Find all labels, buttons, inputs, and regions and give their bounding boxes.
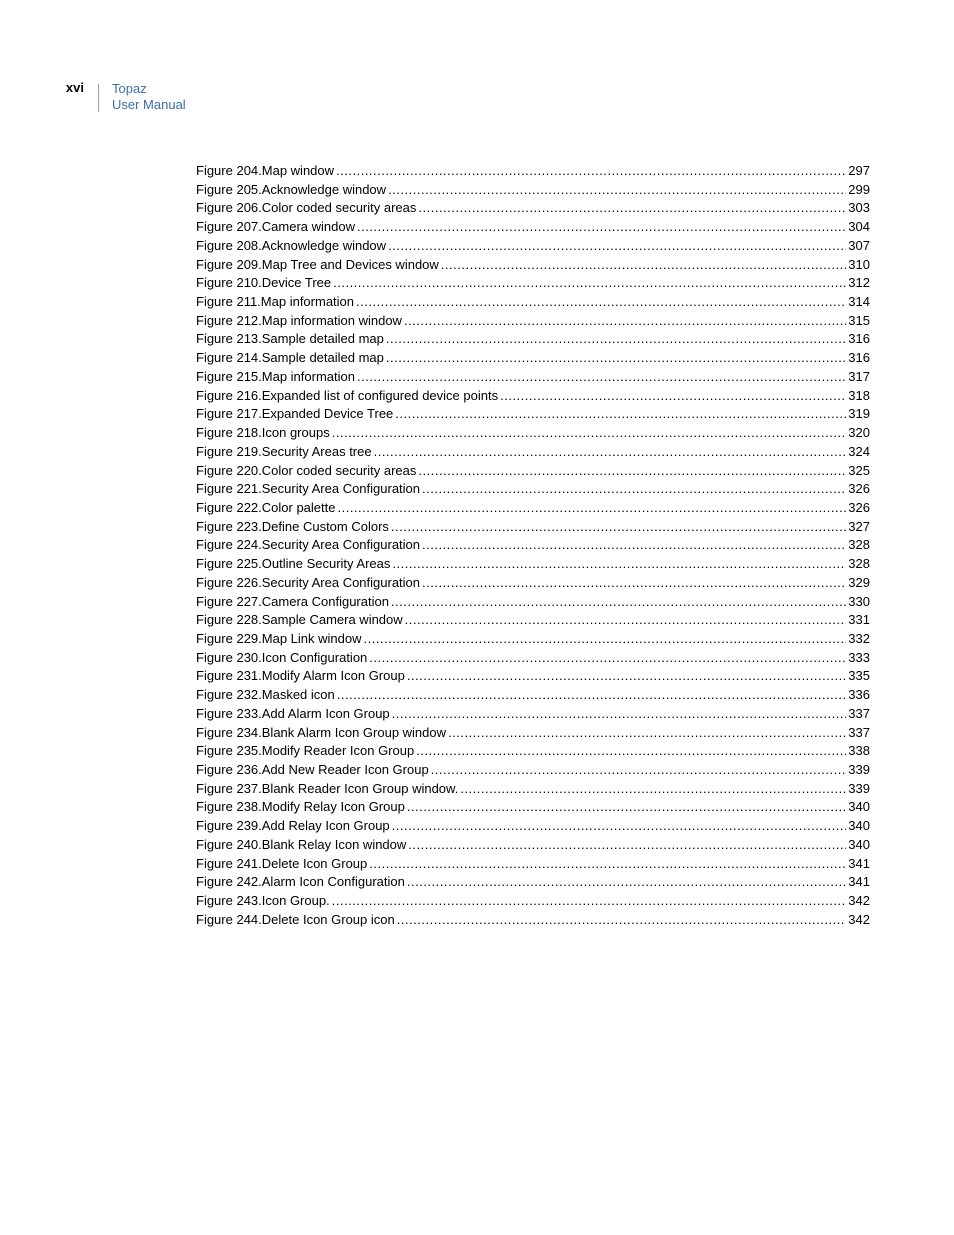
toc-leader-dots <box>408 837 846 852</box>
toc-entry[interactable] <box>196 594 870 613</box>
toc-leader-dots <box>460 781 846 796</box>
toc-entry[interactable] <box>196 912 870 931</box>
toc-entry-page: 318 <box>848 387 870 403</box>
toc-entry-page: 328 <box>848 537 870 553</box>
toc-entry-page: 336 <box>848 687 870 703</box>
toc-entry-label: Figure 233.Add Alarm Icon Group <box>196 705 390 721</box>
toc-leader-dots <box>422 575 846 590</box>
toc-entry-page: 335 <box>848 668 870 684</box>
toc-entry-page: 342 <box>848 893 870 909</box>
toc-entry[interactable] <box>196 725 870 744</box>
toc-entry[interactable] <box>196 481 870 500</box>
toc-leader-dots <box>386 350 846 365</box>
toc-entry-label: Figure 211.Map information <box>196 294 355 310</box>
toc-entry-label: Figure 232.Masked icon <box>196 687 335 703</box>
toc-entry-label: Figure 241.Delete Icon Group <box>196 855 368 871</box>
toc-leader-dots <box>392 818 847 833</box>
toc-entry-label: Figure 209.Map Tree and Devices window <box>196 256 439 272</box>
toc-entry[interactable] <box>196 612 870 631</box>
toc-entry[interactable] <box>196 257 870 276</box>
toc-entry-page: 297 <box>848 163 870 178</box>
toc-leader-dots <box>369 650 846 665</box>
page-number: xvi <box>65 80 84 95</box>
toc-leader-dots <box>357 219 846 234</box>
toc-leader-dots <box>392 706 847 721</box>
toc-entry-page: 339 <box>848 780 870 796</box>
toc-entry-label: Figure 243.Icon Group. <box>196 893 330 909</box>
toc-entry-page: 316 <box>848 350 870 366</box>
toc-entry-label: Figure 207.Camera window <box>196 219 355 235</box>
toc-leader-dots <box>357 369 846 384</box>
toc-entry-label: Figure 215.Map information <box>196 368 355 384</box>
toc-leader-dots <box>448 725 846 740</box>
toc-entry-label: Figure 228.Sample Camera window <box>196 612 403 628</box>
toc-entry-label: Figure 237.Blank Reader Icon Group window. <box>196 780 459 796</box>
toc-entry[interactable] <box>196 575 870 594</box>
toc-entry[interactable] <box>196 388 870 407</box>
toc-entry[interactable] <box>196 200 870 219</box>
toc-entry-label: Figure 235.Modify Reader Icon Group <box>196 743 415 759</box>
toc-entry-label: Figure 231.Modify Alarm Icon Group <box>196 668 405 684</box>
toc-entry-page: 303 <box>848 200 870 216</box>
toc-entry-page: 340 <box>848 799 870 815</box>
toc-entry-page: 333 <box>848 649 870 665</box>
toc-entry-page: 337 <box>848 705 870 721</box>
toc-leader-dots <box>337 687 847 702</box>
toc-entry[interactable] <box>196 706 870 725</box>
toc-leader-dots <box>388 182 846 197</box>
toc-entry[interactable] <box>196 762 870 781</box>
list-of-figures <box>196 163 870 930</box>
toc-entry[interactable] <box>196 818 870 837</box>
toc-leader-dots <box>500 388 846 403</box>
toc-leader-dots <box>422 481 846 496</box>
toc-leader-dots <box>392 556 846 571</box>
toc-entry-page: 316 <box>848 331 870 347</box>
toc-entry-page: 341 <box>848 874 870 890</box>
toc-entry-label: Figure 242.Alarm Icon Configuration <box>196 874 405 890</box>
toc-entry[interactable] <box>196 275 870 294</box>
toc-leader-dots <box>336 163 846 178</box>
toc-entry-page: 307 <box>848 237 870 253</box>
toc-entry[interactable] <box>196 556 870 575</box>
toc-entry-label: Figure 238.Modify Relay Icon Group <box>196 799 405 815</box>
toc-entry-page: 325 <box>848 462 870 478</box>
toc-entry-label: Figure 219.Security Areas tree <box>196 443 372 459</box>
toc-entry-label: Figure 220.Color coded security areas <box>196 462 417 478</box>
toc-entry[interactable] <box>196 294 870 313</box>
toc-entry-label: Figure 213.Sample detailed map <box>196 331 384 347</box>
toc-leader-dots <box>391 594 846 609</box>
toc-entry-page: 340 <box>848 818 870 834</box>
toc-entry[interactable] <box>196 781 870 800</box>
manual-name: User Manual <box>112 97 186 112</box>
toc-leader-dots <box>418 463 846 478</box>
product-name: Topaz <box>112 81 147 96</box>
page-header <box>0 0 954 130</box>
toc-entry[interactable] <box>196 182 870 201</box>
toc-entry[interactable] <box>196 837 870 856</box>
toc-leader-dots <box>407 874 846 889</box>
toc-leader-dots <box>407 799 846 814</box>
toc-leader-dots <box>388 238 846 253</box>
toc-entry[interactable] <box>196 313 870 332</box>
toc-leader-dots <box>369 856 846 871</box>
toc-entry-page: 341 <box>848 855 870 871</box>
toc-entry-label: Figure 218.Icon groups <box>196 425 330 441</box>
toc-entry-page: 329 <box>848 574 870 590</box>
toc-entry-page: 330 <box>848 593 870 609</box>
toc-leader-dots <box>405 612 847 627</box>
toc-leader-dots <box>441 257 847 272</box>
toc-entry-page: 324 <box>848 443 870 459</box>
toc-leader-dots <box>386 331 846 346</box>
toc-entry[interactable] <box>196 444 870 463</box>
toc-leader-dots <box>431 762 847 777</box>
toc-entry-page: 299 <box>848 181 870 197</box>
header-titles <box>112 81 186 113</box>
toc-leader-dots <box>395 406 846 421</box>
toc-entry[interactable] <box>196 799 870 818</box>
toc-entry-label: Figure 217.Expanded Device Tree <box>196 406 394 422</box>
toc-entry-page: 317 <box>848 368 870 384</box>
toc-entry-label: Figure 236.Add New Reader Icon Group <box>196 762 429 777</box>
toc-leader-dots <box>337 500 846 515</box>
toc-entry[interactable] <box>196 163 870 182</box>
toc-entry[interactable] <box>196 500 870 519</box>
header-divider <box>98 84 99 112</box>
toc-entry-label: Figure 234.Blank Alarm Icon Group window <box>196 724 447 740</box>
toc-entry[interactable] <box>196 219 870 238</box>
toc-entry-label: Figure 208.Acknowledge window <box>196 237 387 253</box>
toc-leader-dots <box>418 200 846 215</box>
toc-entry-label: Figure 204.Map window <box>196 163 335 178</box>
toc-entry-label: Figure 229.Map Link window <box>196 630 362 646</box>
toc-entry[interactable] <box>196 350 870 369</box>
toc-entry-label: Figure 225.Outline Security Areas <box>196 556 391 572</box>
toc-entry-page: 328 <box>848 556 870 572</box>
toc-entry-label: Figure 224.Security Area Configuration <box>196 537 421 553</box>
toc-entry[interactable] <box>196 650 870 669</box>
toc-leader-dots <box>407 668 846 683</box>
toc-entry-label: Figure 210.Device Tree <box>196 275 332 291</box>
toc-entry[interactable] <box>196 406 870 425</box>
toc-entry-page: 326 <box>848 499 870 515</box>
toc-entry[interactable] <box>196 519 870 538</box>
toc-leader-dots <box>363 631 846 646</box>
toc-entry-page: 320 <box>848 425 870 441</box>
toc-entry-page: 338 <box>848 743 870 759</box>
toc-leader-dots <box>374 444 847 459</box>
toc-entry-label: Figure 230.Icon Configuration <box>196 649 368 665</box>
toc-entry[interactable] <box>196 893 870 912</box>
toc-entry-page: 326 <box>848 481 870 497</box>
toc-entry[interactable] <box>196 874 870 893</box>
toc-entry-page: 337 <box>848 724 870 740</box>
toc-entry-label: Figure 227.Camera Configuration <box>196 593 389 609</box>
toc-entry-label: Figure 240.Blank Relay Icon window <box>196 836 407 852</box>
toc-entry-label: Figure 239.Add Relay Icon Group <box>196 818 390 834</box>
toc-leader-dots <box>356 294 846 309</box>
toc-leader-dots <box>333 275 846 290</box>
toc-entry[interactable] <box>196 668 870 687</box>
toc-leader-dots <box>404 313 846 328</box>
toc-entry-page: 310 <box>848 256 870 272</box>
toc-entry-label: Figure 244.Delete Icon Group icon <box>196 911 395 927</box>
toc-entry-page: 327 <box>848 518 870 534</box>
toc-entry-label: Figure 226.Security Area Configuration <box>196 574 421 590</box>
toc-entry[interactable] <box>196 369 870 388</box>
toc-entry-label: Figure 212.Map information window <box>196 312 402 328</box>
toc-entry[interactable] <box>196 425 870 444</box>
toc-entry-page: 340 <box>848 836 870 852</box>
toc-leader-dots <box>422 537 846 552</box>
toc-entry-label: Figure 222.Color palette <box>196 499 336 515</box>
toc-leader-dots <box>332 893 847 908</box>
toc-entry[interactable] <box>196 687 870 706</box>
toc-entry-label: Figure 206.Color coded security areas <box>196 200 417 216</box>
toc-entry-label: Figure 205.Acknowledge window <box>196 181 387 197</box>
toc-leader-dots <box>332 425 847 440</box>
toc-entry[interactable] <box>196 463 870 482</box>
toc-entry-label: Figure 221.Security Area Configuration <box>196 481 421 497</box>
toc-entry-page: 331 <box>848 612 870 628</box>
toc-entry-page: 314 <box>848 294 870 310</box>
toc-entry[interactable] <box>196 631 870 650</box>
toc-leader-dots <box>416 743 846 758</box>
toc-entry-page: 339 <box>848 762 870 777</box>
toc-entry-page: 319 <box>848 406 870 422</box>
toc-entry-page: 315 <box>848 312 870 328</box>
toc-leader-dots <box>397 912 847 927</box>
toc-entry[interactable] <box>196 238 870 257</box>
toc-entry-label: Figure 223.Define Custom Colors <box>196 518 389 534</box>
toc-entry[interactable] <box>196 856 870 875</box>
toc-leader-dots <box>391 519 846 534</box>
toc-entry-label: Figure 214.Sample detailed map <box>196 350 384 366</box>
toc-entry[interactable] <box>196 743 870 762</box>
toc-entry-label: Figure 216.Expanded list of configured device points <box>196 387 499 403</box>
toc-entry-page: 304 <box>848 219 870 235</box>
toc-entry[interactable] <box>196 331 870 350</box>
toc-entry[interactable] <box>196 537 870 556</box>
toc-entry-page: 332 <box>848 630 870 646</box>
toc-entry-page: 312 <box>848 275 870 291</box>
toc-entry-page: 342 <box>848 911 870 927</box>
